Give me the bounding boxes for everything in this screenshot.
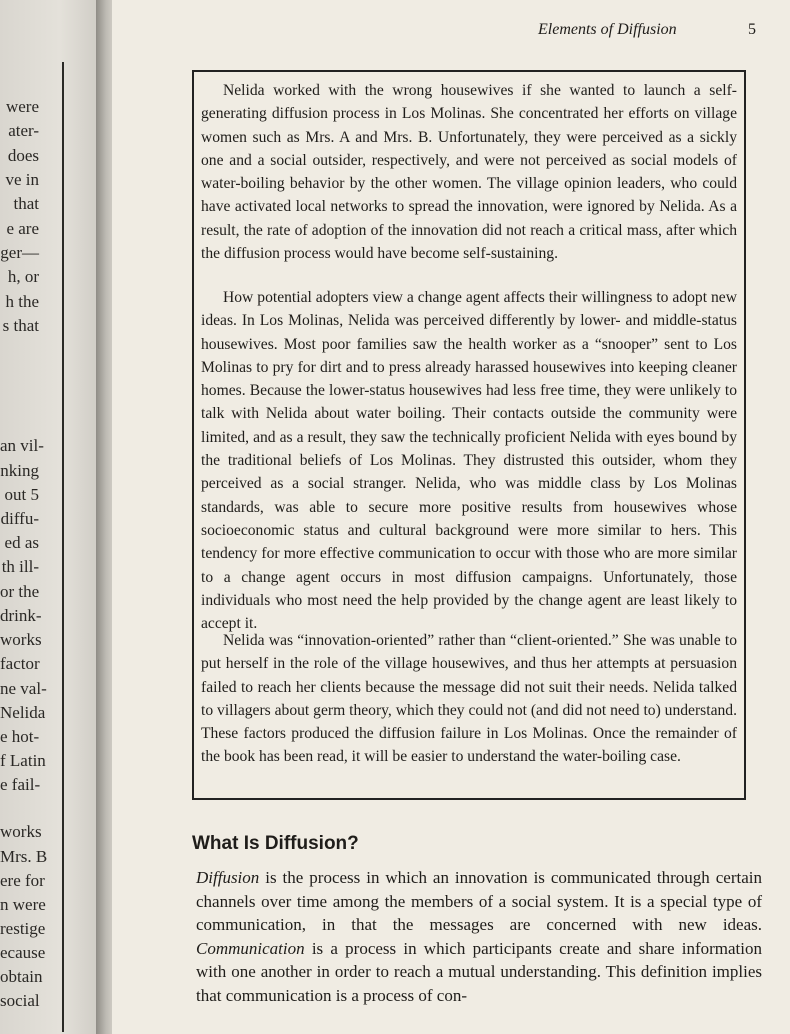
left-text-fragment: f Latin (0, 751, 46, 770)
left-text-fragment: or the (0, 582, 40, 601)
left-text-fragment: works (0, 822, 42, 841)
term-communication: Communication (196, 938, 305, 958)
left-page-edge (0, 0, 100, 1034)
left-text-fragment: factor (0, 654, 40, 673)
left-text-fragment: were (5, 97, 39, 116)
left-text-fragment: does (7, 146, 39, 165)
page-number: 5 (748, 21, 756, 38)
box-paragraph: Nelida was “innovation-oriented” rather than “client-oriented.” She was unable to put herself in the role of the village housewives, and thus her attempts at persuasion failed to reach her clients because the message did not suit their needs. Nelida talked to villagers about germ theory, which they could not (and did not need to) understand. These factors produced the diffusion failure in Los Molinas. Once the remainder of the book has been read, it will be easier to understand the water-boiling case. (201, 632, 737, 766)
left-text-fragment: an vil- (0, 436, 44, 455)
left-text-fragment: e fail- (0, 775, 41, 794)
left-text-fragment: drink- (0, 606, 42, 625)
left-text-fragment: e are (6, 219, 39, 238)
body-paragraph (196, 866, 762, 1008)
left-text-fragment: ecause (0, 943, 46, 962)
left-text-fragment: s that (2, 316, 39, 335)
body-text: is the process in which an innovation is communicated through certain channels over time among the members of a social system. It is a special type of communication, in that the messages are concerned with new ideas. (196, 868, 762, 935)
left-text-fragment: e hot- (0, 727, 40, 746)
left-text-fragment: that (13, 194, 39, 213)
left-text-fragment: social (0, 991, 40, 1010)
left-text-fragment: ater- (8, 121, 39, 140)
box-paragraph: How potential adopters view a change agent affects their willingness to adopt new ideas. In Los Molinas, Nelida was perceived differently by lower- and middle-status housewives. Most poor families saw the health worker as a “snooper” sent to Los Molinas to pry for dirt and to press already harassed housewives into keeping cleaner homes. Because the lower-status housewives had less free time, they were unlikely to talk with Nelida about water boiling. Their contacts outside the community were limited, and as a result, they saw the technically proficient Nelida with eyes bound by the traditional beliefs of Los Molinas. They distrusted this outsider, whom they perceived as a social stranger. Nelida, who was middle class by Los Molinas standards, was able to secure more positive results from housewives whose socioeconomic status and cultural background were more similar to hers. This tendency for more effective communication to occur with those who are more similar to a change agent occurs in most diffusion campaigns. Unfortunately, those individuals who most need the help provided by the change agent are least likely to accept it. (201, 289, 737, 633)
left-text-fragment: h, or (7, 267, 39, 286)
left-text-fragment: ve in (5, 170, 39, 189)
left-text-fragment: works (0, 630, 42, 649)
left-text-fragment: Mrs. B (0, 847, 48, 866)
left-text-fragment: ed as (4, 533, 39, 552)
case-study-box (192, 70, 746, 800)
left-text-fragment: diffu- (0, 509, 39, 528)
left-sidebar-rule (62, 62, 64, 1032)
left-text-fragment: obtain (0, 967, 43, 986)
left-text-fragment: th ill- (1, 557, 39, 576)
left-text-fragment: Nelida (0, 703, 46, 722)
left-text-fragment: n were (0, 895, 46, 914)
section-heading: What Is Diffusion? (192, 833, 359, 854)
left-text-fragment: restige (0, 919, 46, 938)
left-text-fragment: h the (5, 292, 39, 311)
left-text-fragment: ne val- (0, 679, 47, 698)
left-text-fragment: nking (0, 461, 39, 480)
book-page (112, 0, 790, 1034)
left-text-fragment: ger— (0, 243, 39, 262)
left-text-fragment: ere for (0, 871, 45, 890)
running-head-title: Elements of Diffusion (538, 21, 677, 38)
body-text: is a process in which participants create and share information with one another in order to reach a mutual understanding. This definition implies that communication is a process of con- (196, 938, 762, 1005)
term-diffusion: Diffusion (196, 868, 260, 887)
left-text-fragment: out 5 (4, 485, 39, 504)
box-paragraph: Nelida worked with the wrong housewives if she wanted to launch a self-generating diffusion process in Los Molinas. She concentrated her efforts on village women such as Mrs. A and Mrs. B. Unfortunately, they were perceived as a sickly one and a social outsider, respectively, and were not perceived as social models of water-boiling behavior by the other women. The village opinion leaders, who could have activated local networks to spread the innovation, were ignored by Nelida. As a result, the rate of adoption of the innovation did not reach a critical mass, after which the diffusion process would have become self-sustaining. (201, 82, 737, 263)
